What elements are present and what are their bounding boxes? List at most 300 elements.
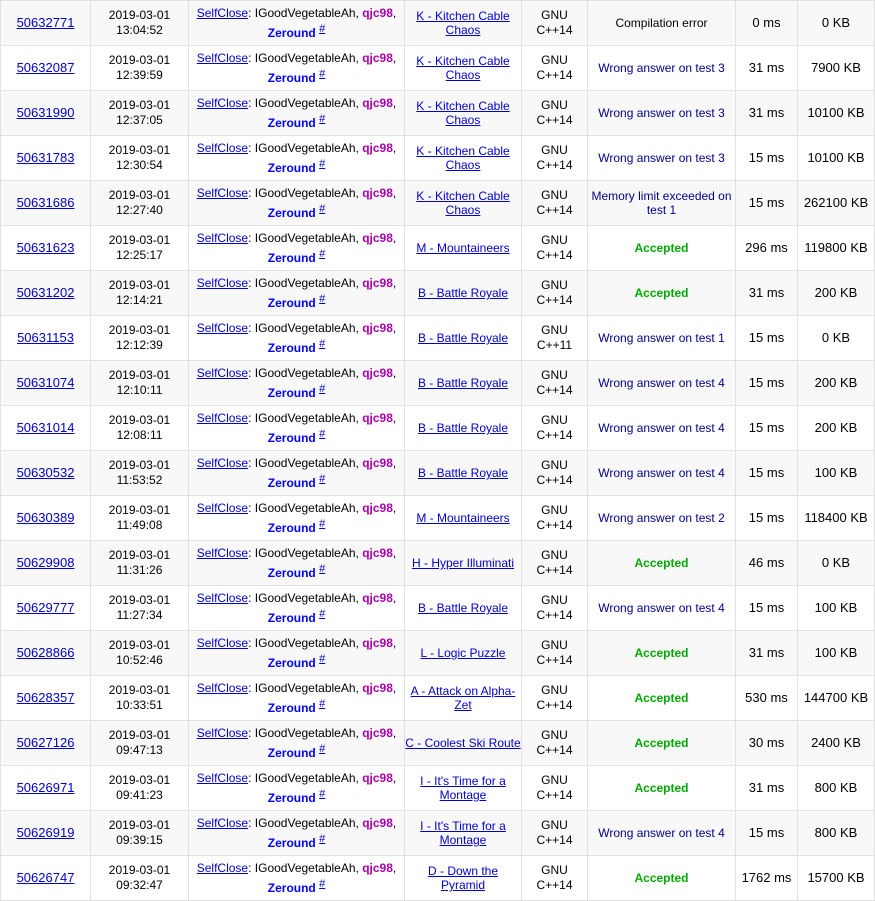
problem-link[interactable]: L - Logic Puzzle xyxy=(420,646,506,660)
memory-used: 100 KB xyxy=(814,600,858,615)
memory-cell xyxy=(798,496,875,541)
submission-id-link[interactable]: 50631153 xyxy=(17,330,74,345)
when-cell xyxy=(91,586,189,631)
member-handle-3[interactable]: Zeround xyxy=(267,26,316,40)
party-cell xyxy=(189,631,405,676)
team-link[interactable]: SelfClose xyxy=(196,861,249,875)
language-cell xyxy=(522,496,588,541)
submission-date: 2019-03-01 xyxy=(108,143,171,157)
verdict-text: Wrong answer on test 2 xyxy=(598,511,725,525)
memory-used: 118400 KB xyxy=(804,510,868,525)
when-cell xyxy=(91,406,189,451)
language-cell xyxy=(522,541,588,586)
memory-used: 2400 KB xyxy=(811,735,861,750)
problem-link[interactable]: I - It's Time for a Montage xyxy=(420,774,506,802)
member-handle-2[interactable]: qjc98 xyxy=(362,591,393,605)
member-handle-2[interactable]: qjc98 xyxy=(362,771,393,785)
submission-date: 2019-03-01 xyxy=(108,773,171,787)
team-link[interactable]: SelfClose xyxy=(196,321,249,335)
team-separator: : xyxy=(248,861,255,875)
problem-cell xyxy=(405,541,522,586)
member-handle-3[interactable]: Zeround xyxy=(267,836,316,850)
member-handle-3[interactable]: Zeround xyxy=(267,206,316,220)
verdict-text: Wrong answer on test 4 xyxy=(598,466,725,480)
member-handle-1[interactable]: IGoodVegetableAh xyxy=(254,186,356,200)
submission-id-link[interactable]: 50629908 xyxy=(16,555,75,570)
submission-id-cell xyxy=(1,91,91,136)
member-handle-1[interactable]: IGoodVegetableAh xyxy=(254,681,356,695)
problem-cell xyxy=(405,631,522,676)
member-handle-1[interactable]: IGoodVegetableAh xyxy=(254,546,356,560)
hash-link[interactable]: # xyxy=(319,563,326,575)
verdict-text: Wrong answer on test 3 xyxy=(598,106,725,120)
language-cell xyxy=(522,181,588,226)
submission-id-link[interactable]: 50631074 xyxy=(16,375,75,390)
submission-date: 2019-03-01 xyxy=(108,638,171,652)
member-handle-3[interactable]: Zeround xyxy=(267,791,316,805)
member-handle-1[interactable]: IGoodVegetableAh xyxy=(254,231,356,245)
table-row xyxy=(1,181,875,226)
submission-id-link[interactable]: 50630532 xyxy=(16,465,75,480)
member-handle-1[interactable]: IGoodVegetableAh xyxy=(254,141,356,155)
member-handle-2[interactable]: qjc98 xyxy=(362,636,393,650)
language-version: C++14 xyxy=(536,113,573,127)
member-handle-2[interactable]: qjc98 xyxy=(362,501,393,515)
language-name: GNU xyxy=(541,233,568,247)
time-used: 31 ms xyxy=(748,285,785,300)
time-cell xyxy=(736,271,798,316)
problem-link[interactable]: K - Kitchen Cable Chaos xyxy=(416,54,510,82)
language-cell xyxy=(522,1,588,46)
language-name: GNU xyxy=(541,773,568,787)
verdict-cell xyxy=(588,226,736,271)
hash-link[interactable]: # xyxy=(319,743,326,755)
hash-link[interactable]: # xyxy=(319,23,326,35)
when-cell xyxy=(91,856,189,901)
memory-cell xyxy=(798,271,875,316)
hash-link[interactable]: # xyxy=(319,833,326,845)
problem-link[interactable]: A - Attack on Alpha-Zet xyxy=(410,684,516,712)
member-handle-2[interactable]: qjc98 xyxy=(362,6,393,20)
member-handle-2[interactable]: qjc98 xyxy=(362,681,393,695)
member-handle-3[interactable]: Zeround xyxy=(267,521,316,535)
team-link[interactable]: SelfClose xyxy=(196,96,249,110)
member-separator: , xyxy=(355,681,363,695)
when-cell xyxy=(91,46,189,91)
submission-date: 2019-03-01 xyxy=(108,503,171,517)
submission-id-link[interactable]: 50631686 xyxy=(16,195,75,210)
team-separator: : xyxy=(248,186,255,200)
language-version: C++14 xyxy=(536,563,573,577)
member-separator: , xyxy=(355,546,363,560)
member-handle-2[interactable]: qjc98 xyxy=(362,861,393,875)
hash-link[interactable]: # xyxy=(319,293,326,305)
table-row xyxy=(1,586,875,631)
problem-link[interactable]: M - Mountaineers xyxy=(416,511,510,525)
party-cell xyxy=(189,1,405,46)
when-cell xyxy=(91,316,189,361)
language-name: GNU xyxy=(541,548,568,562)
member-handle-2[interactable]: qjc98 xyxy=(362,231,393,245)
member-handle-1[interactable]: IGoodVegetableAh xyxy=(254,636,356,650)
language-name: GNU xyxy=(541,98,568,112)
hash-link[interactable]: # xyxy=(319,383,326,395)
verdict-cell xyxy=(588,136,736,181)
submission-id-link[interactable]: 50626919 xyxy=(16,825,75,840)
submission-time: 12:10:11 xyxy=(116,383,163,397)
member-handle-1[interactable]: IGoodVegetableAh xyxy=(254,276,356,290)
team-link[interactable]: SelfClose xyxy=(196,771,249,785)
member-handle-3[interactable]: Zeround xyxy=(267,71,316,85)
member-handle-2[interactable]: qjc98 xyxy=(362,96,393,110)
memory-used: 800 KB xyxy=(814,780,858,795)
language-version: C++14 xyxy=(536,23,573,37)
member-handle-2[interactable]: qjc98 xyxy=(362,456,393,470)
verdict-text: Accepted xyxy=(634,871,689,885)
team-link[interactable]: SelfClose xyxy=(196,636,249,650)
problem-link[interactable]: K - Kitchen Cable Chaos xyxy=(416,189,510,217)
submission-time: 09:39:15 xyxy=(116,833,163,847)
member-handle-3[interactable]: Zeround xyxy=(267,251,316,265)
problem-link[interactable]: K - Kitchen Cable Chaos xyxy=(416,144,510,172)
member-separator: , xyxy=(355,96,363,110)
team-link[interactable]: SelfClose xyxy=(196,231,249,245)
hash-link[interactable]: # xyxy=(319,338,326,350)
hash-link[interactable]: # xyxy=(319,518,326,530)
table-row xyxy=(1,91,875,136)
language-name: GNU xyxy=(541,863,568,877)
verdict-text: Accepted xyxy=(634,556,689,570)
member-handle-1[interactable]: IGoodVegetableAh xyxy=(254,861,356,875)
party-cell xyxy=(189,361,405,406)
submission-id-link[interactable]: 50628357 xyxy=(16,690,75,705)
submission-id-link[interactable]: 50631990 xyxy=(16,105,75,120)
when-cell xyxy=(91,676,189,721)
when-cell xyxy=(91,136,189,181)
member-handle-2[interactable]: qjc98 xyxy=(362,726,393,740)
team-separator: : xyxy=(248,141,255,155)
submission-id-link[interactable]: 50628866 xyxy=(16,645,75,660)
problem-link[interactable]: H - Hyper Illuminati xyxy=(411,556,515,570)
member-handle-2[interactable]: qjc98 xyxy=(362,276,393,290)
member-handle-3[interactable]: Zeround xyxy=(267,566,316,580)
memory-cell xyxy=(798,91,875,136)
submission-time: 09:32:47 xyxy=(116,878,163,892)
language-version: C++11 xyxy=(536,338,573,352)
submission-date: 2019-03-01 xyxy=(108,818,171,832)
team-link[interactable]: SelfClose xyxy=(196,726,249,740)
submission-date: 2019-03-01 xyxy=(108,233,171,247)
team-link[interactable]: SelfClose xyxy=(196,6,249,20)
submission-id-link[interactable]: 50631783 xyxy=(16,150,75,165)
language-name: GNU xyxy=(541,323,568,337)
time-cell xyxy=(736,1,798,46)
problem-link[interactable]: I - It's Time for a Montage xyxy=(420,819,506,847)
hash-link[interactable]: # xyxy=(319,653,326,665)
memory-used: 144700 KB xyxy=(803,690,869,705)
submission-id-cell xyxy=(1,631,91,676)
member-separator: , xyxy=(392,456,397,470)
member-handle-3[interactable]: Zeround xyxy=(267,476,316,490)
memory-cell xyxy=(798,676,875,721)
verdict-link[interactable]: Compilation error xyxy=(615,16,708,30)
verdict-cell xyxy=(588,856,736,901)
member-handle-2[interactable]: qjc98 xyxy=(362,411,393,425)
submission-time: 12:25:17 xyxy=(116,248,163,262)
time-used: 530 ms xyxy=(745,690,788,705)
problem-cell xyxy=(405,856,522,901)
language-version: C++14 xyxy=(536,248,573,262)
problem-link[interactable]: B - Battle Royale xyxy=(417,376,509,390)
team-separator: : xyxy=(248,636,255,650)
hash-link[interactable]: # xyxy=(319,68,326,80)
problem-link[interactable]: B - Battle Royale xyxy=(417,421,509,435)
team-link[interactable]: SelfClose xyxy=(196,591,249,605)
member-handle-2[interactable]: qjc98 xyxy=(362,186,393,200)
member-handle-3[interactable]: Zeround xyxy=(267,701,316,715)
member-handle-3[interactable]: Zeround xyxy=(267,611,316,625)
member-handle-3[interactable]: Zeround xyxy=(267,161,316,175)
when-cell xyxy=(91,451,189,496)
submission-date: 2019-03-01 xyxy=(108,548,171,562)
memory-cell xyxy=(798,811,875,856)
member-handle-2[interactable]: qjc98 xyxy=(362,546,393,560)
submission-date: 2019-03-01 xyxy=(108,278,171,292)
time-used: 15 ms xyxy=(748,195,785,210)
memory-cell xyxy=(798,136,875,181)
when-cell xyxy=(91,496,189,541)
hash-link[interactable]: # xyxy=(319,473,326,485)
submission-date: 2019-03-01 xyxy=(108,53,171,67)
submission-id-cell xyxy=(1,46,91,91)
language-name: GNU xyxy=(541,368,568,382)
time-cell xyxy=(736,406,798,451)
party-cell xyxy=(189,676,405,721)
time-cell xyxy=(736,721,798,766)
language-cell xyxy=(522,451,588,496)
submission-id-link[interactable]: 50626971 xyxy=(16,780,75,795)
member-handle-3[interactable]: Zeround xyxy=(267,116,316,130)
memory-used: 0 KB xyxy=(821,330,851,345)
problem-cell xyxy=(405,136,522,181)
memory-cell xyxy=(798,406,875,451)
time-cell xyxy=(736,316,798,361)
table-row xyxy=(1,631,875,676)
member-handle-1[interactable]: IGoodVegetableAh xyxy=(254,501,356,515)
memory-used: 200 KB xyxy=(814,285,858,300)
member-handle-1[interactable]: IGoodVegetableAh xyxy=(254,321,356,335)
submission-id-cell xyxy=(1,766,91,811)
member-handle-1[interactable]: IGoodVegetableAh xyxy=(254,591,356,605)
problem-link[interactable]: K - Kitchen Cable Chaos xyxy=(416,9,510,37)
submission-id-cell xyxy=(1,361,91,406)
submission-time: 12:30:54 xyxy=(116,158,163,172)
hash-link[interactable]: # xyxy=(319,878,326,890)
member-separator: , xyxy=(392,816,397,830)
team-link[interactable]: SelfClose xyxy=(196,681,249,695)
problem-link[interactable]: D - Down the Pyramid xyxy=(427,864,499,892)
table-row xyxy=(1,226,875,271)
member-handle-1[interactable]: IGoodVegetableAh xyxy=(254,816,356,830)
problem-link[interactable]: B - Battle Royale xyxy=(417,466,509,480)
memory-used: 262100 KB xyxy=(803,195,869,210)
team-link[interactable]: SelfClose xyxy=(196,276,249,290)
member-handle-1[interactable]: IGoodVegetableAh xyxy=(254,6,356,20)
member-separator: , xyxy=(392,501,397,515)
language-name: GNU xyxy=(541,728,568,742)
submission-id-link[interactable]: 50627126 xyxy=(16,735,75,750)
submission-id-link[interactable]: 50631202 xyxy=(16,285,75,300)
table-row xyxy=(1,271,875,316)
table-row xyxy=(1,406,875,451)
language-cell xyxy=(522,766,588,811)
hash-link[interactable]: # xyxy=(319,608,326,620)
member-handle-3[interactable]: Zeround xyxy=(267,431,316,445)
member-separator: , xyxy=(355,501,363,515)
party-cell xyxy=(189,271,405,316)
submission-id-link[interactable]: 50632771 xyxy=(16,15,75,30)
verdict-cell xyxy=(588,811,736,856)
time-cell xyxy=(736,586,798,631)
verdict-cell xyxy=(588,361,736,406)
hash-link[interactable]: # xyxy=(319,113,326,125)
team-link[interactable]: SelfClose xyxy=(196,51,249,65)
submission-id-cell xyxy=(1,1,91,46)
submission-id-link[interactable]: 50629777 xyxy=(16,600,75,615)
party-cell xyxy=(189,766,405,811)
member-separator: , xyxy=(392,96,397,110)
member-handle-1[interactable]: IGoodVegetableAh xyxy=(254,411,356,425)
time-used: 296 ms xyxy=(745,240,788,255)
problem-link[interactable]: K - Kitchen Cable Chaos xyxy=(416,99,510,127)
time-cell xyxy=(736,226,798,271)
verdict-text: Wrong answer on test 4 xyxy=(598,376,725,390)
member-separator: , xyxy=(355,276,363,290)
verdict-text: Wrong answer on test 3 xyxy=(598,151,725,165)
hash-link[interactable]: # xyxy=(319,158,326,170)
member-separator: , xyxy=(392,861,397,875)
team-link[interactable]: SelfClose xyxy=(196,411,249,425)
member-handle-1[interactable]: IGoodVegetableAh xyxy=(254,366,356,380)
hash-link[interactable]: # xyxy=(319,203,326,215)
submission-id-cell xyxy=(1,406,91,451)
hash-link[interactable]: # xyxy=(319,248,326,260)
hash-link[interactable]: # xyxy=(319,428,326,440)
when-cell xyxy=(91,226,189,271)
verdict-cell xyxy=(588,451,736,496)
team-link[interactable]: SelfClose xyxy=(196,141,249,155)
member-handle-2[interactable]: qjc98 xyxy=(362,321,393,335)
table-row xyxy=(1,721,875,766)
submission-time: 12:37:05 xyxy=(116,113,163,127)
member-separator: , xyxy=(392,411,397,425)
submission-id-cell xyxy=(1,271,91,316)
team-link[interactable]: SelfClose xyxy=(196,366,249,380)
team-link[interactable]: SelfClose xyxy=(196,546,249,560)
member-handle-3[interactable]: Zeround xyxy=(267,656,316,670)
member-handle-3[interactable]: Zeround xyxy=(267,746,316,760)
submission-id-link[interactable]: 50630389 xyxy=(16,510,75,525)
time-used: 15 ms xyxy=(748,375,785,390)
time-used: 46 ms xyxy=(748,555,785,570)
time-cell xyxy=(736,496,798,541)
member-handle-1[interactable]: IGoodVegetableAh xyxy=(254,771,356,785)
language-version: C++14 xyxy=(536,158,573,172)
member-handle-1[interactable]: IGoodVegetableAh xyxy=(254,51,356,65)
verdict-cell xyxy=(588,271,736,316)
submission-id-cell xyxy=(1,721,91,766)
problem-cell xyxy=(405,676,522,721)
memory-used: 15700 KB xyxy=(807,870,865,885)
submission-time: 12:12:39 xyxy=(116,338,163,352)
language-name: GNU xyxy=(541,278,568,292)
memory-cell xyxy=(798,1,875,46)
language-name: GNU xyxy=(541,458,568,472)
problem-link[interactable]: C - Coolest Ski Route xyxy=(405,736,521,750)
member-handle-2[interactable]: qjc98 xyxy=(362,141,393,155)
memory-used: 10100 KB xyxy=(807,105,865,120)
hash-link[interactable]: # xyxy=(319,788,326,800)
time-cell xyxy=(736,541,798,586)
member-handle-1[interactable]: IGoodVegetableAh xyxy=(254,456,356,470)
member-handle-3[interactable]: Zeround xyxy=(267,341,316,355)
problem-link[interactable]: B - Battle Royale xyxy=(417,601,509,615)
submission-id-link[interactable]: 50631014 xyxy=(16,420,75,435)
team-link[interactable]: SelfClose xyxy=(196,456,249,470)
problem-link[interactable]: M - Mountaineers xyxy=(416,241,510,255)
member-handle-1[interactable]: IGoodVegetableAh xyxy=(254,726,356,740)
member-separator: , xyxy=(392,276,397,290)
member-separator: , xyxy=(355,231,363,245)
member-handle-3[interactable]: Zeround xyxy=(267,296,316,310)
member-handle-3[interactable]: Zeround xyxy=(267,881,316,895)
submission-id-link[interactable]: 50632087 xyxy=(16,60,75,75)
team-separator: : xyxy=(248,681,255,695)
language-cell xyxy=(522,856,588,901)
language-version: C++14 xyxy=(536,203,573,217)
problem-cell xyxy=(405,181,522,226)
table-row xyxy=(1,1,875,46)
party-cell xyxy=(189,856,405,901)
table-row xyxy=(1,361,875,406)
team-link[interactable]: SelfClose xyxy=(196,501,249,515)
member-handle-2[interactable]: qjc98 xyxy=(362,366,393,380)
member-separator: , xyxy=(392,726,397,740)
submission-date: 2019-03-01 xyxy=(108,368,171,382)
problem-cell xyxy=(405,46,522,91)
submission-date: 2019-03-01 xyxy=(108,8,171,22)
submission-id-link[interactable]: 50626747 xyxy=(16,870,75,885)
verdict-text: Wrong answer on test 3 xyxy=(598,61,725,75)
time-cell xyxy=(736,766,798,811)
team-link[interactable]: SelfClose xyxy=(196,816,249,830)
table-row xyxy=(1,136,875,181)
party-cell xyxy=(189,496,405,541)
hash-link[interactable]: # xyxy=(319,698,326,710)
problem-link[interactable]: B - Battle Royale xyxy=(417,286,509,300)
member-handle-2[interactable]: qjc98 xyxy=(362,816,393,830)
language-cell xyxy=(522,676,588,721)
member-handle-3[interactable]: Zeround xyxy=(267,386,316,400)
team-link[interactable]: SelfClose xyxy=(196,186,249,200)
member-handle-2[interactable]: qjc98 xyxy=(362,51,393,65)
verdict-cell xyxy=(588,766,736,811)
member-handle-1[interactable]: IGoodVegetableAh xyxy=(254,96,356,110)
problem-link[interactable]: B - Battle Royale xyxy=(417,331,509,345)
submission-id-link[interactable]: 50631623 xyxy=(16,240,75,255)
memory-used: 7900 KB xyxy=(811,60,861,75)
language-cell xyxy=(522,136,588,181)
